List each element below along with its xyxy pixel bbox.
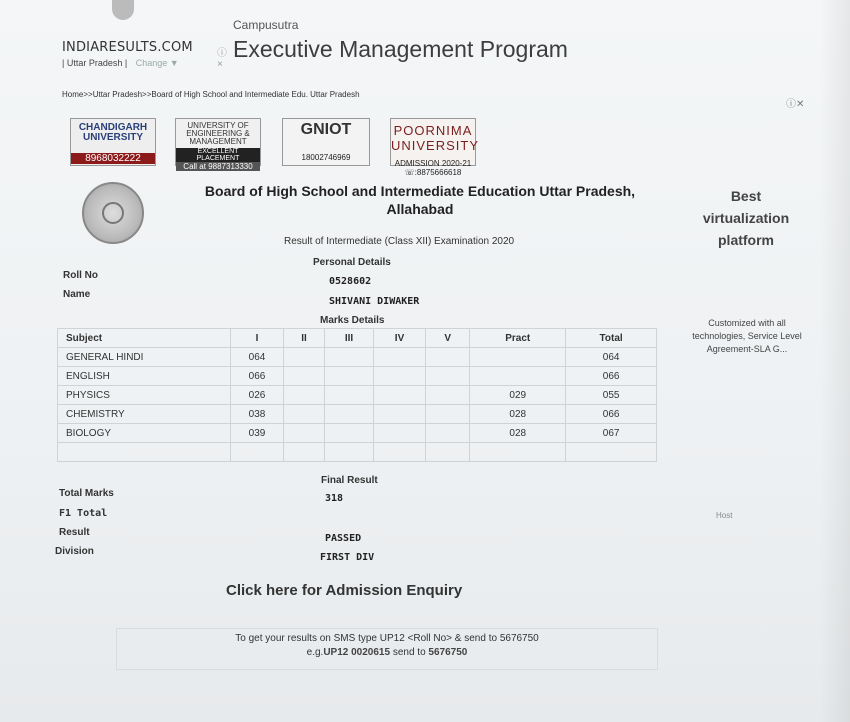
mark-iii-cell xyxy=(325,348,374,367)
right-ad-title[interactable]: Best virtualization platform xyxy=(702,188,790,248)
total-marks-label: Total Marks xyxy=(59,488,114,499)
breadcrumb-current: Board of High School and Intermediate Edu. Uttar Pradesh xyxy=(151,90,360,99)
mark-i-cell: 039 xyxy=(231,424,284,443)
marks-details-heading: Marks Details xyxy=(320,315,385,326)
paper-shadow xyxy=(820,0,850,722)
table-row xyxy=(58,367,657,386)
total-marks-value: 318 xyxy=(325,493,344,504)
roll-no-label: Roll No xyxy=(63,270,98,281)
ad-title[interactable]: Executive Management Program xyxy=(233,36,568,62)
table-row xyxy=(58,405,657,424)
total-cell: 064 xyxy=(566,348,657,367)
mark-iv-cell xyxy=(374,405,426,424)
mark-ii-cell xyxy=(284,424,325,443)
table-row-empty xyxy=(58,443,657,462)
name-label: Name xyxy=(63,289,91,300)
info-icon[interactable]: ⓘ xyxy=(786,99,796,110)
pract-cell: 029 xyxy=(470,386,566,405)
name-value: SHIVANI DIWAKER xyxy=(329,296,420,307)
total-cell: 067 xyxy=(566,424,657,443)
banner-name: CHANDIGARH UNIVERSITY xyxy=(78,122,148,143)
mark-i-cell: 066 xyxy=(231,367,284,386)
roll-no-value: 0528602 xyxy=(329,276,372,287)
col-v: V xyxy=(426,329,470,348)
mark-iii-cell xyxy=(325,424,374,443)
table-row xyxy=(58,348,657,367)
board-title-line2: Allahabad xyxy=(386,201,454,217)
right-ad-host: Host xyxy=(716,511,733,520)
breadcrumb xyxy=(62,90,360,99)
ad-controls xyxy=(786,95,804,110)
banner-phone: ☏:8875666618 xyxy=(404,168,462,177)
sms-example-number: 5676750 xyxy=(428,647,468,658)
col-i: I xyxy=(231,329,284,348)
mark-i-cell: 026 xyxy=(231,386,284,405)
pract-cell: 028 xyxy=(470,424,566,443)
site-logo[interactable]: INDIARESULTS.COM xyxy=(62,40,193,55)
banner-gniot[interactable] xyxy=(282,118,370,166)
mark-iii-cell xyxy=(325,405,374,424)
final-result-heading: Final Result xyxy=(321,475,378,486)
board-title-line1: Board of High School and Intermediate Education Uttar Pradesh, xyxy=(204,183,636,199)
pract-cell xyxy=(470,367,566,386)
col-iii: III xyxy=(325,329,374,348)
division-label: Division xyxy=(55,546,94,557)
banner-tagline: EXCELLENT PLACEMENT xyxy=(176,148,260,162)
state-selector xyxy=(62,58,179,68)
mark-v-cell xyxy=(426,348,470,367)
subject-cell: BIOLOGY xyxy=(58,424,231,443)
board-seal-icon xyxy=(82,182,144,244)
table-row xyxy=(58,386,657,405)
marks-table xyxy=(57,328,657,462)
subject-cell: GENERAL HINDI xyxy=(58,348,231,367)
personal-details-heading: Personal Details xyxy=(313,257,391,268)
col-pract: Pract xyxy=(470,329,566,348)
division-value: FIRST DIV xyxy=(320,552,375,563)
mark-iii-cell xyxy=(325,386,374,405)
right-ad[interactable] xyxy=(686,95,806,535)
banner-phone: 8968032222 xyxy=(71,153,155,164)
mark-iii-cell xyxy=(325,367,374,386)
breadcrumb-separator: >> xyxy=(142,90,152,99)
info-icon[interactable]: ⓘ xyxy=(217,48,227,59)
sms-example-prefix: e.g. xyxy=(306,647,324,658)
sms-example xyxy=(117,647,657,658)
sms-instruction: To get your results on SMS type UP12 <Roll No> & send to 5676750 xyxy=(235,633,539,644)
mark-iv-cell xyxy=(374,386,426,405)
mark-i-cell: 064 xyxy=(231,348,284,367)
col-total: Total xyxy=(566,329,657,348)
mark-i-cell: 038 xyxy=(231,405,284,424)
table-row xyxy=(58,424,657,443)
mark-iv-cell xyxy=(374,424,426,443)
close-icon[interactable]: ✕ xyxy=(796,99,805,110)
mark-v-cell xyxy=(426,367,470,386)
breadcrumb-separator: >> xyxy=(83,90,93,99)
banner-name: UNIVERSITY OF ENGINEERING & MANAGEMENT xyxy=(186,121,250,146)
banner-chandigarh-university[interactable] xyxy=(70,118,156,166)
subject-cell: CHEMISTRY xyxy=(58,405,231,424)
banner-phone: 18002746969 xyxy=(301,153,351,162)
ad-sponsor[interactable]: Campusutra xyxy=(233,18,299,32)
banner-poornima-university[interactable] xyxy=(390,118,480,177)
mark-ii-cell xyxy=(284,386,325,405)
f1-total-label: F1 Total xyxy=(59,508,108,519)
mark-iv-cell xyxy=(374,348,426,367)
state-label: | Uttar Pradesh | xyxy=(62,58,128,68)
change-state-link[interactable]: Change ▼ xyxy=(135,58,179,68)
banner-name: POORNIMA UNIVERSITY xyxy=(391,123,480,153)
col-ii: II xyxy=(284,329,325,348)
mark-ii-cell xyxy=(284,405,325,424)
total-cell: 055 xyxy=(566,386,657,405)
mark-v-cell xyxy=(426,386,470,405)
mark-v-cell xyxy=(426,424,470,443)
close-icon[interactable]: × xyxy=(217,59,223,70)
banner-admission: ADMISSION 2020-21 xyxy=(394,159,472,168)
mark-ii-cell xyxy=(284,367,325,386)
total-cell: 066 xyxy=(566,405,657,424)
subject-cell: PHYSICS xyxy=(58,386,231,405)
sms-example-code: UP12 0020615 xyxy=(323,647,391,658)
exam-title: Result of Intermediate (Class XII) Examination 2020 xyxy=(284,236,515,247)
pract-cell: 028 xyxy=(470,405,566,424)
admission-enquiry-link[interactable]: Click here for Admission Enquiry xyxy=(226,582,463,599)
result-label: Result xyxy=(59,527,90,538)
subject-cell: ENGLISH xyxy=(58,367,231,386)
banner-uem[interactable] xyxy=(175,118,261,171)
sms-example-mid: send to xyxy=(390,647,429,658)
mark-ii-cell xyxy=(284,348,325,367)
marks-header-row xyxy=(58,329,657,348)
banner-name: GNIOT xyxy=(300,121,352,138)
sms-info-box xyxy=(116,628,658,670)
breadcrumb-home[interactable]: Home xyxy=(62,90,84,99)
col-subject: Subject xyxy=(58,329,231,348)
col-iv: IV xyxy=(374,329,426,348)
result-value: PASSED xyxy=(325,533,362,544)
breadcrumb-state[interactable]: Uttar Pradesh xyxy=(92,90,143,99)
pract-cell xyxy=(470,348,566,367)
mark-iv-cell xyxy=(374,367,426,386)
mark-v-cell xyxy=(426,405,470,424)
right-ad-description: Customized with all technologies, Service Level Agreement-SLA G... xyxy=(692,318,802,354)
ad-controls xyxy=(217,48,227,70)
total-cell: 066 xyxy=(566,367,657,386)
banner-phone: Call at 9887313330 xyxy=(176,162,260,171)
board-title xyxy=(190,182,650,218)
